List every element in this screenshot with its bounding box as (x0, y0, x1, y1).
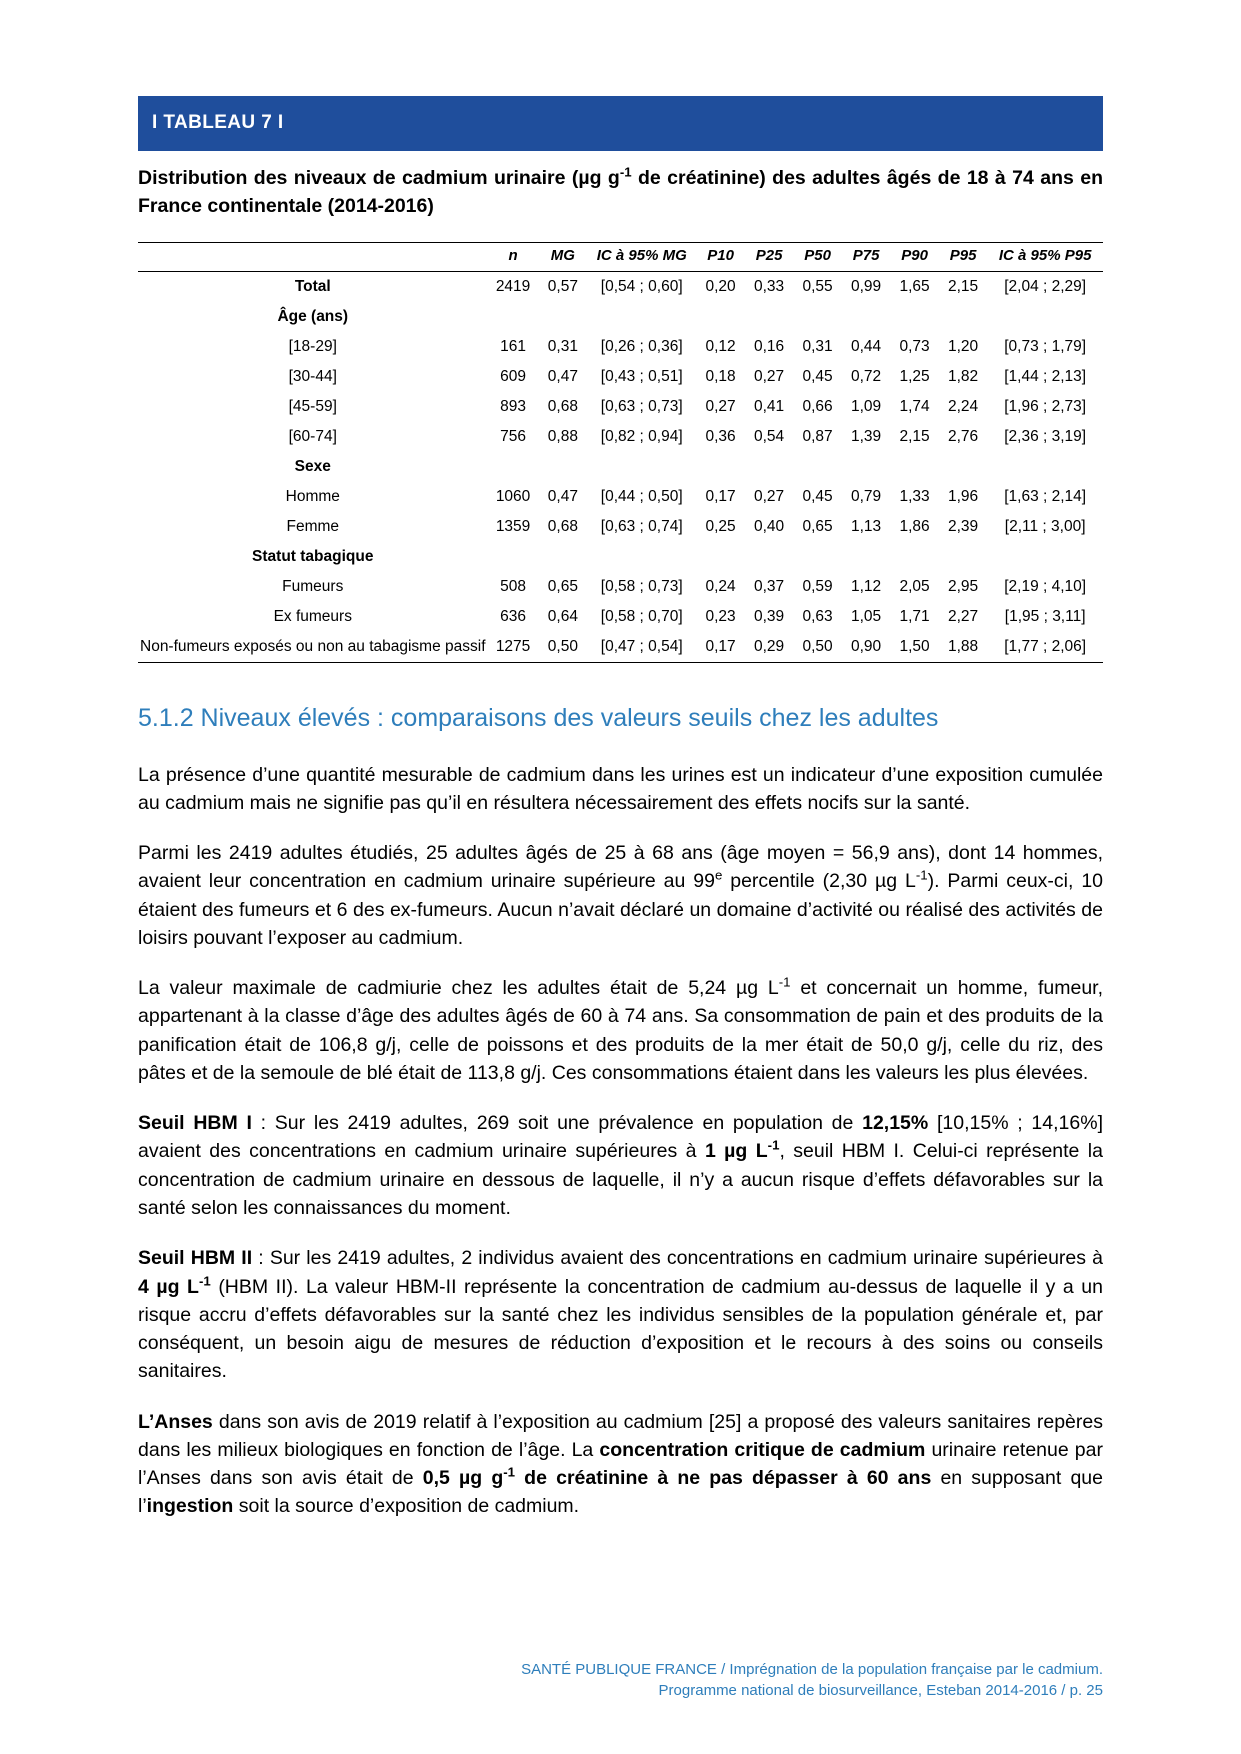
col-header-p90: P90 (890, 243, 939, 272)
cell-p75: 0,79 (850, 488, 882, 506)
cell-p10 (696, 452, 745, 482)
paragraph-seuil-hbm-1: Seuil HBM I : Sur les 2419 adultes, 269 soit une prévalence en population de 12,15% [10,15% ; 14,16%] avaient des concentrations en cadmium urinaire supérieures à 1 µg $L^{-1}$, seuil HBM I. Celui-ci représente la concentration de cadmium urinaire en dessous de laquelle, il n’y a aucun risque d’effets défavorables sur la santé selon les connaissances du moment. (138, 1112, 1103, 1219)
cell-ic-mg: [0,63 ; 0,73] (600, 398, 683, 416)
cell-ic-mg: [0,82 ; 0,94] (600, 428, 683, 446)
cell-p25: 0,33 (753, 278, 785, 296)
cell-p90 (890, 542, 939, 572)
cell-p25: 0,37 (753, 578, 785, 596)
cell-p10 (696, 302, 745, 332)
cell-p10: 0,23 (705, 608, 736, 626)
cell-n: 756 (500, 428, 526, 446)
cell-p90: 1,33 (899, 488, 930, 506)
cell-n (488, 302, 539, 332)
table-caption-before: Distribution des niveaux de cadmium urinaire (µg g (138, 166, 620, 189)
cell-p10 (696, 542, 745, 572)
cell-mg: 0,64 (547, 608, 578, 626)
col-header-rowlabel (138, 243, 488, 272)
cell-p95: 2,24 (947, 398, 979, 416)
cell-mg (539, 542, 588, 572)
cell-mg: 0,31 (547, 338, 578, 356)
cell-p95: 1,88 (939, 632, 988, 663)
cell-p95: 1,20 (947, 338, 979, 356)
cell-ic-mg: [0,43 ; 0,51] (600, 368, 683, 386)
row-label: Fumeurs (282, 578, 344, 596)
table-body (138, 272, 1103, 663)
cell-mg: 0,47 (547, 488, 578, 506)
cell-mg: 0,50 (539, 632, 588, 663)
cell-ic-mg (587, 542, 696, 572)
table-caption-superscript: -1 (619, 164, 632, 180)
table-head (138, 243, 1103, 272)
cell-p10: 0,18 (705, 368, 736, 386)
cell-p90: 1,86 (899, 518, 930, 536)
cell-p90: 1,74 (899, 398, 930, 416)
cell-mg: 0,68 (547, 518, 578, 536)
cell-mg: 0,65 (547, 578, 578, 596)
cell-ic-p95: [1,96 ; 2,73] (1004, 398, 1087, 416)
cell-ic-mg (587, 302, 696, 332)
cell-ic-mg: [0,58 ; 0,73] (600, 578, 683, 596)
cell-ic-p95: [2,19 ; 4,10] (1004, 578, 1087, 596)
cell-p25: 0,16 (753, 338, 785, 356)
cell-p75: 0,99 (850, 278, 882, 296)
col-header-p10: P10 (696, 243, 745, 272)
cell-p25: 0,27 (753, 368, 785, 386)
cell-p75 (842, 452, 891, 482)
cell-ic-p95: [0,73 ; 1,79] (1004, 338, 1087, 356)
cell-p95 (939, 542, 988, 572)
row-label: Sexe (294, 458, 331, 476)
cell-mg: 0,88 (547, 428, 578, 446)
table-row (138, 362, 1103, 392)
cell-p95: 2,15 (947, 278, 979, 296)
row-label: Homme (285, 488, 340, 506)
col-header-p95: P95 (939, 243, 988, 272)
cell-mg (539, 452, 588, 482)
cell-p75: 0,72 (850, 368, 882, 386)
col-header-n: n (488, 243, 539, 272)
cell-p75: 0,44 (850, 338, 882, 356)
cell-p10: 0,24 (705, 578, 736, 596)
cell-ic-mg: [0,26 ; 0,36] (600, 338, 683, 356)
cell-p95: 2,76 (947, 428, 979, 446)
table-group-row (138, 302, 1103, 332)
cell-ic-p95: [1,95 ; 3,11] (1004, 608, 1086, 626)
cell-p75: 1,39 (850, 428, 882, 446)
cell-ic-mg (587, 452, 696, 482)
col-header-ic-mg: IC à 95% MG (587, 243, 696, 272)
row-label: Âge (ans) (277, 308, 349, 326)
cell-ic-p95: [2,36 ; 3,19] (1004, 428, 1087, 446)
cell-p25: 0,41 (753, 398, 785, 416)
cell-p90 (890, 302, 939, 332)
cell-p90 (890, 452, 939, 482)
row-label: Total (294, 278, 331, 296)
cell-mg (539, 302, 588, 332)
cell-p10: 0,27 (705, 398, 736, 416)
cell-mg: 0,57 (547, 278, 578, 296)
table-caption-after: de créatinine) des adultes âgés de 18 à 74 ans en France continentale (2014-2016) (138, 166, 1103, 217)
cell-p10: 0,12 (705, 338, 736, 356)
col-header-mg: MG (539, 243, 588, 272)
cell-ic-p95 (987, 542, 1103, 572)
cell-ic-p95: [2,11 ; 3,00] (1004, 518, 1086, 536)
cell-n: 609 (500, 368, 526, 386)
cell-ic-p95 (987, 302, 1103, 332)
cell-p25: 0,54 (753, 428, 785, 446)
cell-n (488, 542, 539, 572)
row-label: Non-fumeurs exposés ou non au tabagisme passif (138, 632, 488, 663)
cell-p75 (842, 302, 891, 332)
cell-p95: 2,27 (947, 608, 979, 626)
cell-p90: 1,65 (899, 278, 930, 296)
row-label: Ex fumeurs (273, 608, 352, 626)
cell-ic-p95: [1,44 ; 2,13] (1004, 368, 1087, 386)
cell-p50: 0,55 (802, 278, 833, 296)
cell-p90: 1,50 (890, 632, 939, 663)
cell-p75: 1,13 (850, 518, 882, 536)
cell-p25: 0,29 (745, 632, 794, 663)
cell-p10: 0,20 (705, 278, 736, 296)
row-label: Statut tabagique (252, 548, 374, 566)
cell-p10: 0,17 (705, 488, 736, 506)
cell-p75: 1,09 (850, 398, 882, 416)
table-row (138, 392, 1103, 422)
row-label: [45-59] (288, 398, 337, 416)
cell-p90: 2,15 (899, 428, 930, 446)
cell-p50: 0,45 (802, 488, 833, 506)
cell-ic-p95 (987, 452, 1103, 482)
cell-p10: 0,36 (705, 428, 736, 446)
cell-p10: 0,25 (705, 518, 736, 536)
cell-p95: 2,39 (947, 518, 979, 536)
cell-p25: 0,27 (753, 488, 785, 506)
cell-n: 2419 (495, 278, 531, 296)
cell-p75: 1,12 (850, 578, 882, 596)
cell-ic-mg: [0,54 ; 0,60] (600, 278, 683, 296)
row-label: Femme (286, 518, 340, 536)
row-label: [30-44] (288, 368, 337, 386)
cell-ic-p95: [1,77 ; 2,06] (987, 632, 1103, 663)
table-banner: I TABLEAU 7 I (138, 96, 1103, 151)
cell-ic-p95: [1,63 ; 2,14] (1004, 488, 1087, 506)
footer-line-1: SANTÉ PUBLIQUE FRANCE / Imprégnation de la population française par le cadmium. (521, 1660, 1103, 1678)
cell-p25: 0,40 (753, 518, 785, 536)
cell-n: 893 (500, 398, 526, 416)
cell-p75 (842, 542, 891, 572)
cell-ic-p95: [2,04 ; 2,29] (1004, 278, 1087, 296)
table-group-row (138, 452, 1103, 482)
col-header-p50: P50 (793, 243, 842, 272)
cell-p50: 0,66 (802, 398, 833, 416)
cadmium-distribution-table (138, 242, 1103, 663)
cell-p25: 0,39 (753, 608, 785, 626)
cell-ic-mg: [0,58 ; 0,70] (600, 608, 683, 626)
cell-p75: 1,05 (850, 608, 882, 626)
cell-p50: 0,45 (802, 368, 833, 386)
table-row (138, 632, 1103, 663)
table-row (138, 272, 1103, 303)
cell-p95: 1,96 (947, 488, 979, 506)
table-row (138, 602, 1103, 632)
cell-mg: 0,47 (547, 368, 578, 386)
section-heading: 5.1.2 Niveaux élevés : comparaisons des valeurs seuils chez les adultes (138, 704, 939, 733)
col-header-p25: P25 (745, 243, 794, 272)
table-row (138, 422, 1103, 452)
paragraph-anses: L’Anses dans son avis de 2019 relatif à l’exposition au cadmium [25] a proposé des valeurs sanitaires repères dans les milieux biologiques en fonction de l’âge. La concentration critique de cadmium urinaire retenue par l’Anses dans son avis était de 0,5 µg $g^{-1}$ de créatinine à ne pas dépasser à 60 ans en supposant que l’ingestion soit la source d’exposition de cadmium. (138, 1410, 1103, 1518)
footer-line-2: Programme national de biosurveillance, Esteban 2014-2016 / p. 25 (658, 1682, 1103, 1700)
cell-n (488, 452, 539, 482)
paragraph-99e-percentile: Parmi les 2419 adultes étudiés, 25 adultes âgés de 25 à 68 ans (âge moyen = 56,9 ans), dont 14 hommes, avaient leur concentration en cadmium urinaire supérieure au 99e percentile (2,30 µg $L^{-1}$). Parmi ceux-ci, 10 étaient des fumeurs et 6 des ex-fumeurs. Aucun n’avait déclaré un domaine d’activité ou réalisé des activités de loisirs pouvant l’exposer au cadmium. (138, 842, 1104, 949)
cell-p25 (745, 542, 794, 572)
cell-p50: 0,65 (802, 518, 833, 536)
table-row (138, 482, 1103, 512)
table-row (138, 512, 1103, 542)
cell-p25 (745, 452, 794, 482)
table-row (138, 572, 1103, 602)
cell-n: 1060 (495, 488, 531, 506)
cell-n: 508 (500, 578, 526, 596)
col-header-p75: P75 (842, 243, 891, 272)
col-header-ic-p95: IC à 95% P95 (987, 243, 1103, 272)
table-header-row (138, 243, 1103, 272)
cell-n: 1275 (488, 632, 539, 663)
table-row (138, 332, 1103, 362)
cell-p95 (939, 452, 988, 482)
cell-mg: 0,68 (547, 398, 578, 416)
table-group-row (138, 542, 1103, 572)
cell-p90: 2,05 (899, 578, 930, 596)
cell-p50 (793, 452, 842, 482)
cell-p50: 0,87 (802, 428, 833, 446)
page-footer (521, 1659, 1103, 1703)
cell-p25 (745, 302, 794, 332)
row-label: [60-74] (288, 428, 337, 446)
cell-p90: 0,73 (899, 338, 930, 356)
cell-n: 1359 (495, 518, 531, 536)
table-caption (138, 165, 1103, 220)
cell-ic-mg: [0,63 ; 0,74] (600, 518, 683, 536)
paragraph-seuil-hbm-2: Seuil HBM II : Sur les 2419 adultes, 2 individus avaient des concentrations en cadmium urinaire supérieures à 4 µg $L^{-1}$ (HBM II). La valeur HBM-II représente la concentration de cadmium au-dessus de laquelle il y a un risque accru d’effets défavorables sur la santé chez les individus sensibles de la population générale et, par conséquent, un besoin aigu de mesures de réduction d’exposition et le recours à des soins ou conseils sanitaires. (138, 1247, 1103, 1383)
cell-p50: 0,59 (802, 578, 833, 596)
cell-p95: 1,82 (947, 368, 979, 386)
cell-ic-mg: [0,44 ; 0,50] (600, 488, 683, 506)
cell-p50: 0,63 (802, 608, 833, 626)
cell-p50 (793, 302, 842, 332)
cell-n: 161 (500, 338, 526, 356)
paragraph-valeur-maximale: La valeur maximale de cadmiurie chez les adultes était de 5,24 µg $L^{-1}$ et concernait un homme, fumeur, appartenant à la classe d’âge des adultes âgés de 60 à 74 ans. Sa consommation de pain et des produits de la panification était de 106,8 g/j, celle de poissons et des produits de la mer était de 50,0 g/j, celle du riz, des pâtes et de la semoule de blé était de 113,8 g/j. Ces consommations étaient dans les valeurs les plus élevées. (138, 974, 1104, 1084)
cell-p90: 1,71 (899, 608, 930, 626)
cell-p50: 0,50 (793, 632, 842, 663)
paragraph-intro: La présence d’une quantité mesurable de cadmium dans les urines est un indicateur d’une exposition cumulée au cadmium mais ne signifie pas qu’il en résultera nécessairement des effets nocifs sur la santé. (138, 763, 1103, 814)
cell-p50: 0,31 (802, 338, 833, 356)
cell-n: 636 (500, 608, 526, 626)
cell-p10: 0,17 (696, 632, 745, 663)
cell-p90: 1,25 (899, 368, 930, 386)
cell-p50 (793, 542, 842, 572)
cell-p95: 2,95 (947, 578, 979, 596)
cell-ic-mg: [0,47 ; 0,54] (587, 632, 696, 663)
cell-p75: 0,90 (842, 632, 891, 663)
cell-p95 (939, 302, 988, 332)
row-label: [18-29] (288, 338, 337, 356)
